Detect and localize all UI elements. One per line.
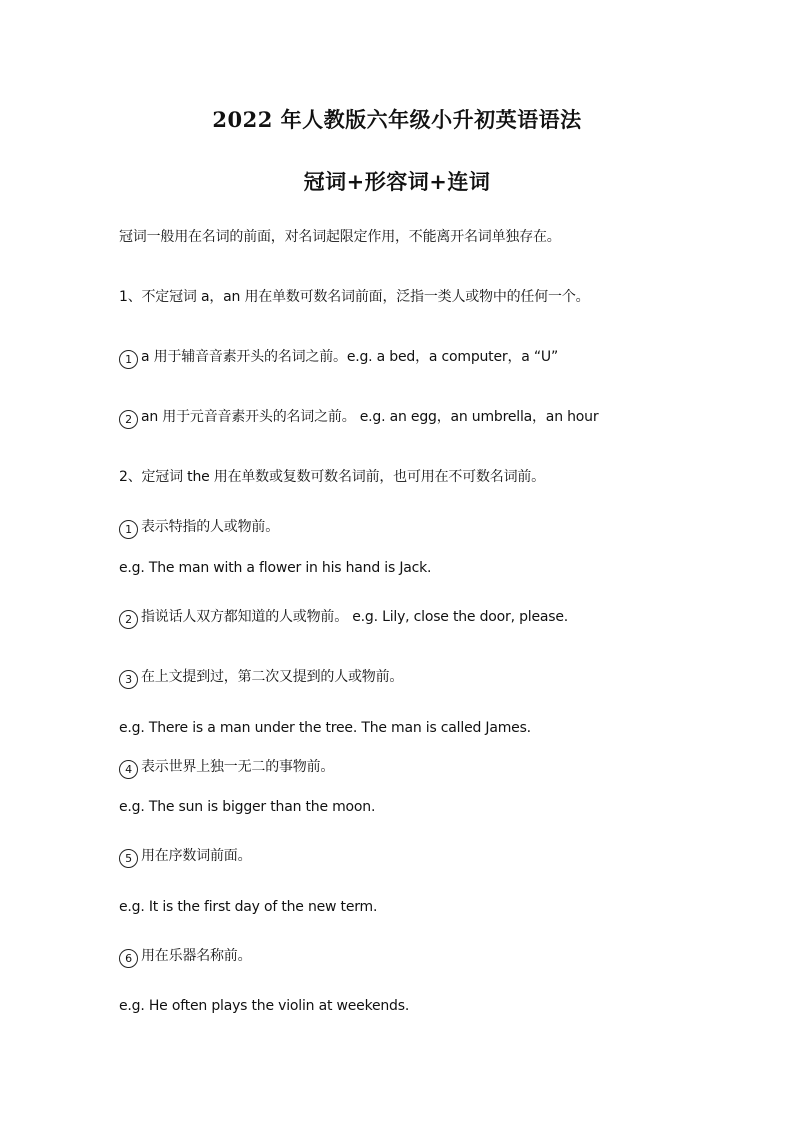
circled-number: 4 xyxy=(119,760,138,779)
circled-number: 2 xyxy=(119,610,138,629)
list-item: 1 a 用于辅音音素开头的名词之前。e.g. a bed，a computer，a “U” xyxy=(119,347,558,369)
list-item: 2 an 用于元音音素开头的名词之前。 e.g. an egg，an umbrella，an hour xyxy=(119,407,598,429)
document-title: 2022 年人教版六年级小升初英语语法 xyxy=(212,107,582,132)
example-line: e.g. It is the first day of the new term. xyxy=(119,899,378,915)
circled-number: 1 xyxy=(119,520,138,539)
list-item: 3 在上文提到过，第二次又提到的人或物前。 xyxy=(119,667,403,689)
example-line: e.g. There is a man under the tree. The man is called James. xyxy=(119,720,531,736)
example-line: e.g. The man with a flower in his hand is Jack. xyxy=(119,560,432,576)
example-line: e.g. He often plays the violin at weekends. xyxy=(119,998,410,1014)
list-item: 6 用在乐器名称前。 xyxy=(119,946,251,968)
circled-number: 5 xyxy=(119,849,138,868)
list-item: 1 表示特指的人或物前。 xyxy=(119,517,279,539)
document-subtitle: 冠词+形容词+连词 xyxy=(303,169,491,194)
circled-number: 2 xyxy=(119,410,138,429)
circled-number: 6 xyxy=(119,949,138,968)
paragraph-line: 2、定冠词 the 用在单数或复数可数名词前，也可用在不可数名词前。 xyxy=(119,469,545,485)
list-item: 5 用在序数词前面。 xyxy=(119,846,251,868)
circled-number: 3 xyxy=(119,670,138,689)
paragraph-line: 冠词一般用在名词的前面，对名词起限定作用，不能离开名词单独存在。 xyxy=(119,229,561,245)
list-item: 2 指说话人双方都知道的人或物前。 e.g. Lily, close the door, please. xyxy=(119,607,568,629)
paragraph-line: 1、不定冠词 a，an 用在单数可数名词前面，泛指一类人或物中的任何一个。 xyxy=(119,289,590,305)
example-line: e.g. The sun is bigger than the moon. xyxy=(119,799,376,815)
list-item: 4 表示世界上独一无二的事物前。 xyxy=(119,757,334,779)
circled-number: 1 xyxy=(119,350,138,369)
